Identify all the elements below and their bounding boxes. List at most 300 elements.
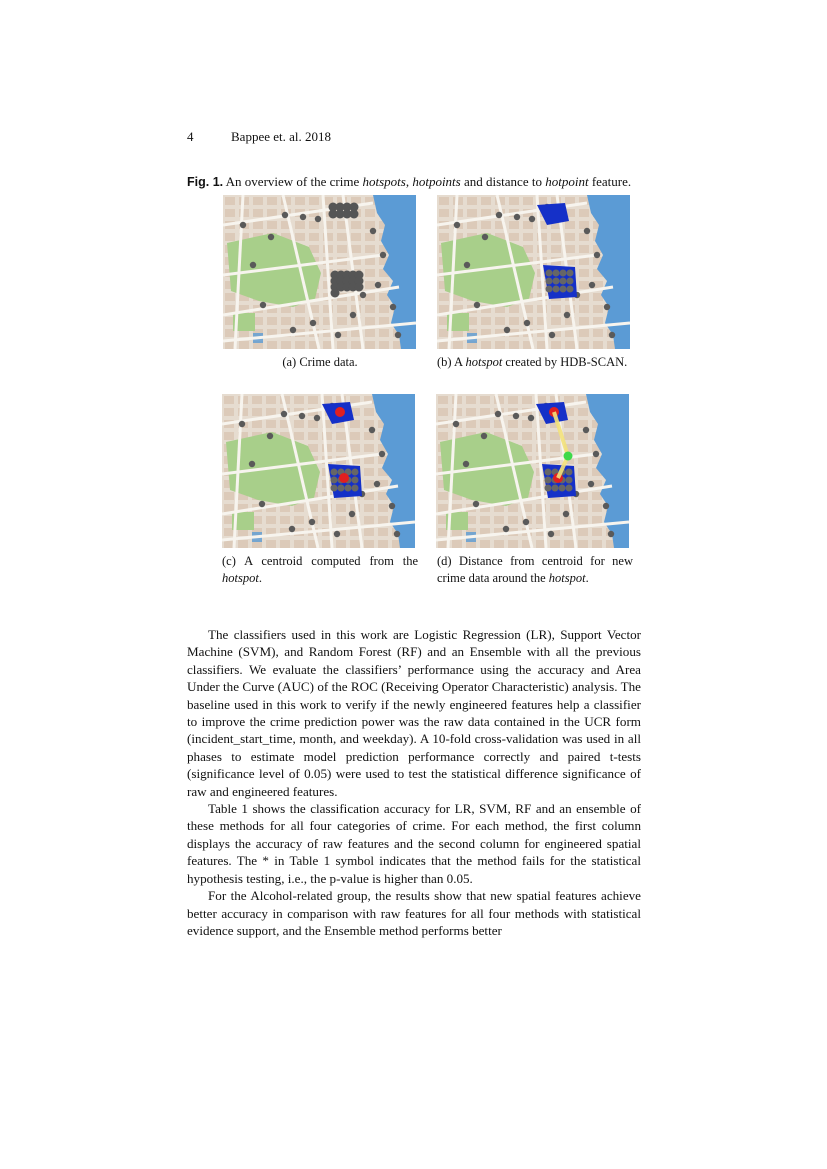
city-block: [467, 209, 477, 217]
city-block: [379, 305, 389, 313]
city-block: [578, 492, 588, 500]
city-block: [224, 504, 234, 512]
city-block: [364, 468, 374, 476]
city-block: [592, 516, 602, 524]
city-block: [579, 209, 589, 217]
city-block: [439, 233, 449, 241]
city-block: [592, 540, 602, 548]
city-block: [578, 420, 588, 428]
city-block: [364, 432, 374, 440]
crime-pin: [390, 304, 396, 310]
running-title: Bappee et. al. 2018: [231, 129, 331, 144]
city-block: [365, 305, 375, 313]
crime-pin: [310, 320, 316, 326]
hotspot-pin: [345, 485, 352, 492]
page-number: 4: [187, 129, 194, 144]
hotspot-pin: [567, 278, 574, 285]
caption-term: hotspots: [362, 174, 406, 189]
crime-pin: [593, 451, 599, 457]
city-block: [224, 396, 234, 404]
city-block: [593, 329, 603, 337]
crime-pin: [464, 262, 470, 268]
city-block: [480, 516, 490, 524]
city-block: [551, 305, 561, 313]
city-block: [439, 197, 449, 205]
crime-pin: [453, 421, 459, 427]
crime-pin: [394, 531, 400, 537]
city-block: [379, 341, 389, 349]
city-block: [365, 317, 375, 325]
city-block: [593, 317, 603, 325]
crime-pin: [314, 415, 320, 421]
city-block: [579, 329, 589, 337]
map-centroid: [222, 394, 415, 548]
city-block: [364, 516, 374, 524]
city-block: [308, 432, 318, 440]
city-block: [364, 420, 374, 428]
city-block: [551, 245, 561, 253]
city-block: [266, 540, 276, 548]
city-block: [336, 432, 346, 440]
city-block: [495, 317, 505, 325]
paragraph-table1: Table 1 shows the classification accuracy for LR, SVM, RF and an ensemble of these methods for all four categories of crime. For each method, the first column displays the accuracy of raw features and the second column for engineered spatial features. The * in Table 1 symbol indicates that the method fails for the statistical hypothesis testing, i.e., the p-value is higher than 0.05.: [187, 801, 641, 886]
city-block: [281, 341, 291, 349]
city-block: [438, 432, 448, 440]
paragraph-classifiers: The classifiers used in this work are Logistic Regression (LR), Support Vector Machine (SVM), and Random Forest (RF) and an Ensemble with all the previous classifiers. We evaluate the classifiers’ performance using the accuracy and Area Under the Curve (AUC) of the ROC (Receiving Operator Characteristic) analysis. The baseline used in this work to verify if the newly engineered features help a classifier to improve the crime prediction power was the raw data contained in the UCR form (incident_start_time, month, and weekday). A 10-fold cross-validation was used in all phases to estimate model prediction performance correctly and paired t-tests (significance level of 0.05) were used to test the statistical difference significance of raw and engineered features.: [187, 627, 641, 799]
hotspot-pin: [553, 286, 560, 293]
city-block: [550, 516, 560, 524]
city-block: [295, 197, 305, 205]
caption-term: hotpoints: [412, 174, 461, 189]
hotspot-pin: [352, 469, 359, 476]
city-block: [350, 444, 360, 452]
city-block: [364, 480, 374, 488]
city-block: [351, 341, 361, 349]
city-block: [309, 221, 319, 229]
city-block: [364, 504, 374, 512]
city-block: [266, 516, 276, 524]
city-block: [294, 504, 304, 512]
city-block: [378, 540, 388, 548]
city-block: [267, 341, 277, 349]
crime-pin: [267, 433, 273, 439]
crime-pin: [360, 292, 366, 298]
hotspot-pin: [545, 477, 552, 484]
hotspot-pin: [331, 485, 338, 492]
caption-text: and distance to: [460, 174, 546, 189]
body-text: [187, 626, 641, 939]
city-block: [579, 317, 589, 325]
crime-pin: [463, 461, 469, 467]
city-block: [350, 420, 360, 428]
crime-pin: [260, 302, 266, 308]
caption-text: feature.: [588, 174, 632, 189]
city-block: [337, 341, 347, 349]
city-block: [550, 432, 560, 440]
crime-pin: [473, 501, 479, 507]
new-crime-point: [564, 452, 573, 461]
crime-pin: [524, 320, 530, 326]
city-block: [350, 540, 360, 548]
city-block: [579, 305, 589, 313]
city-block: [294, 432, 304, 440]
hotspot-pin: [546, 278, 553, 285]
city-block: [280, 516, 290, 524]
crime-pin: [594, 252, 600, 258]
city-block: [508, 504, 518, 512]
crime-pin: [290, 327, 296, 333]
crime-pin: [563, 511, 569, 517]
hotspot-pin: [566, 485, 573, 492]
crime-pin: [603, 503, 609, 509]
city-block: [336, 444, 346, 452]
figure-caption: [187, 173, 667, 191]
hotspot-pin: [567, 286, 574, 293]
city-block: [438, 540, 448, 548]
city-block: [564, 540, 574, 548]
city-block: [579, 293, 589, 301]
city-block: [453, 341, 463, 349]
crime-pin: [564, 312, 570, 318]
hotspot-pin: [331, 469, 338, 476]
city-block: [480, 396, 490, 404]
city-block: [438, 504, 448, 512]
city-block: [565, 221, 575, 229]
city-block: [467, 221, 477, 229]
city-block: [337, 317, 347, 325]
city-block: [494, 516, 504, 524]
city-block: [252, 396, 262, 404]
city-block: [308, 420, 318, 428]
city-block: [350, 432, 360, 440]
hotspot-pin: [546, 286, 553, 293]
city-block: [439, 305, 449, 313]
city-block: [337, 233, 347, 241]
crime-pin: [589, 282, 595, 288]
crime-pin: [249, 461, 255, 467]
city-block: [508, 516, 518, 524]
city-block: [592, 528, 602, 536]
city-block: [508, 540, 518, 548]
hotspot-pin: [566, 469, 573, 476]
centroid-marker: [335, 407, 345, 417]
city-block: [523, 221, 533, 229]
city-block: [294, 396, 304, 404]
city-block: [578, 444, 588, 452]
city-block: [593, 341, 603, 349]
crime-pin: [608, 531, 614, 537]
city-block: [565, 245, 575, 253]
crime-pin: [289, 526, 295, 532]
crime-cluster-pin: [331, 289, 340, 298]
city-block: [565, 341, 575, 349]
subcaption-d: (d) Distance from centroid for new crime data around the hotspot.: [437, 554, 633, 585]
city-block: [337, 245, 347, 253]
map-hotspot: [437, 195, 630, 349]
crime-pin: [268, 234, 274, 240]
city-block: [364, 492, 374, 500]
city-block: [466, 396, 476, 404]
hotspot-pin: [560, 270, 567, 277]
city-block: [578, 480, 588, 488]
city-block: [336, 516, 346, 524]
city-block: [364, 444, 374, 452]
crime-pin: [496, 212, 502, 218]
map-panel-c: [222, 394, 415, 548]
map-panel-b: [437, 195, 630, 349]
city-block: [438, 492, 448, 500]
city-block: [439, 209, 449, 217]
crime-pin: [609, 332, 615, 338]
city-block: [509, 221, 519, 229]
city-block: [294, 420, 304, 428]
map-panel-a: [223, 195, 416, 349]
crime-pin: [583, 427, 589, 433]
crime-pin: [514, 214, 520, 220]
figure-label: Fig. 1.: [187, 175, 224, 189]
city-block: [281, 317, 291, 325]
city-block: [267, 317, 277, 325]
city-block: [565, 233, 575, 241]
city-block: [253, 209, 263, 217]
city-block: [466, 420, 476, 428]
city-block: [579, 245, 589, 253]
city-block: [578, 516, 588, 524]
city-block: [578, 468, 588, 476]
hotspot-pin: [331, 477, 338, 484]
subcaption-b: (b) A hotspot created by HDB-SCAN.: [437, 355, 628, 369]
city-block: [378, 516, 388, 524]
city-block: [225, 197, 235, 205]
city-block: [523, 197, 533, 205]
crime-pin: [239, 421, 245, 427]
caption-term: hotpoint: [545, 174, 589, 189]
city-block: [578, 528, 588, 536]
crime-pin: [504, 327, 510, 333]
crime-pin: [454, 222, 460, 228]
running-header: [187, 129, 647, 145]
city-block: [578, 432, 588, 440]
crime-pin: [375, 282, 381, 288]
city-block: [364, 528, 374, 536]
city-block: [522, 396, 532, 404]
crime-pin: [299, 413, 305, 419]
city-block: [551, 317, 561, 325]
hotspot-pin: [553, 278, 560, 285]
city-block: [522, 432, 532, 440]
city-block: [579, 233, 589, 241]
caption-text: ,: [405, 174, 413, 189]
city-block: [439, 293, 449, 301]
city-block: [439, 341, 449, 349]
city-block: [509, 317, 519, 325]
city-block: [238, 540, 248, 548]
city-block: [239, 341, 249, 349]
city-block: [295, 341, 305, 349]
city-block: [252, 420, 262, 428]
hotspot-pin: [352, 477, 359, 484]
city-block: [309, 233, 319, 241]
city-block: [225, 233, 235, 241]
city-block: [337, 305, 347, 313]
city-block: [480, 420, 490, 428]
city-block: [253, 197, 263, 205]
crime-cluster-pin: [355, 283, 364, 292]
city-block: [351, 233, 361, 241]
crime-pin: [349, 511, 355, 517]
crime-pin: [300, 214, 306, 220]
city-block: [523, 233, 533, 241]
city-block: [365, 341, 375, 349]
city-block: [364, 540, 374, 548]
city-block: [365, 221, 375, 229]
city-block: [438, 408, 448, 416]
city-block: [578, 504, 588, 512]
centroid-marker: [339, 473, 349, 483]
crime-pin: [495, 411, 501, 417]
city-block: [224, 408, 234, 416]
crime-pin: [369, 427, 375, 433]
city-block: [481, 341, 491, 349]
crime-cluster-pin: [350, 210, 359, 219]
crime-pin: [380, 252, 386, 258]
crime-pin: [513, 413, 519, 419]
city-block: [336, 504, 346, 512]
city-block: [309, 197, 319, 205]
city-block: [509, 341, 519, 349]
crime-pin: [549, 332, 555, 338]
city-block: [508, 420, 518, 428]
crime-pin: [350, 312, 356, 318]
crime-pin: [315, 216, 321, 222]
city-block: [509, 197, 519, 205]
crime-pin: [474, 302, 480, 308]
city-block: [495, 341, 505, 349]
city-block: [224, 492, 234, 500]
city-block: [253, 221, 263, 229]
hotspot-pin: [567, 270, 574, 277]
hotspot-pin: [559, 485, 566, 492]
city-block: [564, 432, 574, 440]
crime-pin: [379, 451, 385, 457]
map-panel-d: [436, 394, 629, 548]
crime-pin: [588, 481, 594, 487]
city-block: [280, 540, 290, 548]
city-block: [481, 221, 491, 229]
crime-pin: [481, 433, 487, 439]
city-block: [550, 504, 560, 512]
city-block: [481, 197, 491, 205]
city-block: [579, 341, 589, 349]
city-block: [593, 305, 603, 313]
city-block: [508, 432, 518, 440]
city-block: [365, 233, 375, 241]
crime-pin: [282, 212, 288, 218]
caption-text: An overview of the crime: [225, 174, 363, 189]
city-block: [225, 293, 235, 301]
hotspot-pin: [560, 286, 567, 293]
city-block: [551, 341, 561, 349]
city-block: [351, 245, 361, 253]
city-block: [266, 420, 276, 428]
hotspot-pin: [552, 485, 559, 492]
city-block: [365, 269, 375, 277]
city-block: [224, 540, 234, 548]
city-block: [365, 293, 375, 301]
crime-pin: [335, 332, 341, 338]
city-block: [365, 245, 375, 253]
map-crime-data: [223, 195, 416, 349]
city-block: [509, 305, 519, 313]
city-block: [267, 221, 277, 229]
crime-pin: [370, 228, 376, 234]
crime-pin: [604, 304, 610, 310]
crime-pin: [389, 503, 395, 509]
crime-pin: [482, 234, 488, 240]
hotspot-pin: [546, 270, 553, 277]
city-block: [522, 420, 532, 428]
crime-pin: [334, 531, 340, 537]
city-block: [452, 540, 462, 548]
city-block: [295, 221, 305, 229]
paragraph-alcohol: For the Alcohol-related group, the results show that new spatial features achieve better accuracy in comparison with raw features for all four methods with statistical evidence support, and the Ensemble method performs better: [187, 888, 641, 938]
crime-pin: [529, 216, 535, 222]
city-block: [508, 396, 518, 404]
crime-pin: [250, 262, 256, 268]
crime-pin: [503, 526, 509, 532]
city-block: [592, 504, 602, 512]
hotspot-pin: [566, 477, 573, 484]
city-block: [294, 540, 304, 548]
city-block: [579, 281, 589, 289]
city-block: [365, 329, 375, 337]
city-block: [564, 420, 574, 428]
city-block: [378, 504, 388, 512]
crime-pin: [281, 411, 287, 417]
city-block: [378, 528, 388, 536]
city-block: [225, 209, 235, 217]
city-block: [550, 444, 560, 452]
crime-pin: [584, 228, 590, 234]
subcaption-a: (a) Crime data.: [282, 355, 358, 369]
hotspot-pin: [338, 485, 345, 492]
crime-pin: [523, 519, 529, 525]
city-block: [481, 317, 491, 325]
crime-pin: [528, 415, 534, 421]
city-block: [365, 209, 375, 217]
city-block: [578, 540, 588, 548]
city-block: [295, 305, 305, 313]
city-block: [295, 233, 305, 241]
city-block: [267, 197, 277, 205]
hotspot-pin: [352, 485, 359, 492]
crime-pin: [548, 531, 554, 537]
city-block: [225, 341, 235, 349]
city-block: [466, 408, 476, 416]
subcaption-c: (c) A centroid computed from the hotspot.: [222, 554, 418, 585]
city-block: [579, 221, 589, 229]
crime-pin: [395, 332, 401, 338]
city-block: [494, 540, 504, 548]
city-block: [379, 329, 389, 337]
crime-pin: [309, 519, 315, 525]
city-block: [379, 317, 389, 325]
crime-pin: [374, 481, 380, 487]
city-block: [467, 197, 477, 205]
city-block: [225, 305, 235, 313]
city-block: [336, 540, 346, 548]
city-block: [551, 233, 561, 241]
